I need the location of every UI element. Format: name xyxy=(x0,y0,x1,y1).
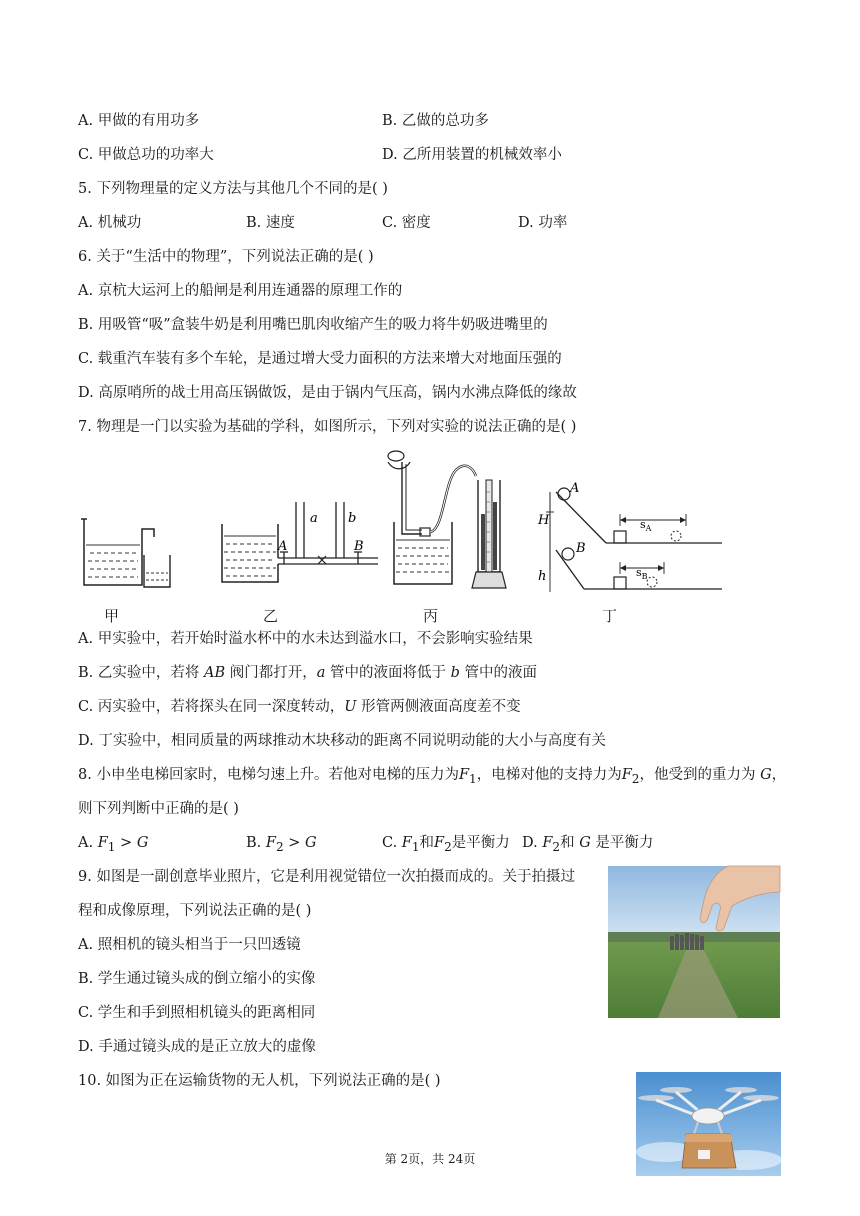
q9-option-a: A. 照相机的镜头相当于一只凹透镜 xyxy=(78,937,301,953)
q7-option-d: D. 丁实验中，相同质量的两球推动木块移动的距离不同说明动能的大小与高度有关 xyxy=(78,733,606,749)
distance-label-sb: $s_B$ xyxy=(636,566,648,581)
height-label-h-small: h xyxy=(538,569,547,584)
q7-option-c: C. 丙实验中，若将探头在同一深度转动，U 形管两侧液面高度差不变 xyxy=(78,699,521,715)
tube-label-b: b xyxy=(348,511,357,526)
q9-option-c: C. 学生和手到照相机镜头的距离相同 xyxy=(78,1005,316,1021)
q7-option-a: A. 甲实验中，若开始时溢水杯中的水未达到溢水口，不会影响实验结果 xyxy=(78,631,533,647)
figure-label-ding: 丁 xyxy=(602,607,618,625)
valve-label-a: A xyxy=(278,539,288,554)
q9-stem-line2: 程和成像原理，下列说法正确的是( ) xyxy=(78,903,312,919)
q4-option-a: A. 甲做的有用功多 xyxy=(78,113,200,129)
q8-option-d: D. $F_2$和 G 是平衡力 xyxy=(522,835,654,854)
graduation-photo-image xyxy=(608,866,780,1018)
q5-stem: 5. 下列物理量的定义方法与其他几个不同的是( ) xyxy=(78,181,388,197)
distance-label-sa: $s_A$ xyxy=(640,518,652,533)
figure-label-bing: 丙 xyxy=(423,607,439,625)
q8-option-a: A. $F_1 > G$ xyxy=(78,835,149,854)
page-footer: 第 2页，共 24页 xyxy=(384,1152,476,1166)
q8-stem-line1: 8. 小申坐电梯回家时，电梯匀速上升。若他对电梯的压力为$F_1$，电梯对他的支持力为$F_2$，他受到的重力为 G， xyxy=(78,767,787,786)
q9-stem-line1: 9. 如图是一副创意毕业照片，它是利用视觉错位一次拍摄而成的。关于拍摄过 xyxy=(78,869,575,885)
figure-label-jia: 甲 xyxy=(104,607,120,625)
q6-stem: 6. 关于“生活中的物理”，下列说法正确的是( ) xyxy=(78,249,374,265)
q5-option-c: C. 密度 xyxy=(382,215,431,231)
q4-option-d: D. 乙所用装置的机械效率小 xyxy=(382,147,562,163)
q9-option-b: B. 学生通过镜头成的倒立缩小的实像 xyxy=(78,971,316,987)
q9-option-d: D. 手通过镜头成的是正立放大的虚像 xyxy=(78,1039,316,1055)
figure-yi-connected-vessels xyxy=(218,500,383,590)
q7-stem: 7. 物理是一门以实验为基础的学科，如图所示，下列对实验的说法正确的是( ) xyxy=(78,419,577,435)
figure-bing-pressure-gauge xyxy=(384,442,519,594)
figure-jia-overflow-cup xyxy=(78,515,178,590)
q10-stem: 10. 如图为正在运输货物的无人机，下列说法正确的是( ) xyxy=(78,1073,441,1089)
q6-option-a: A. 京杭大运河上的船闸是利用连通器的原理工作的 xyxy=(78,283,403,299)
q6-option-c: C. 载重汽车装有多个车轮，是通过增大受力面积的方法来增大对地面压强的 xyxy=(78,351,562,367)
q5-option-a: A. 机械功 xyxy=(78,215,142,231)
q4-option-b: B. 乙做的总功多 xyxy=(382,113,489,129)
q6-option-b: B. 用吸管“吸”盒装牛奶是利用嘴巴肌肉收缩产生的吸力将牛奶吸进嘴里的 xyxy=(78,317,548,333)
q5-option-b: B. 速度 xyxy=(246,215,295,231)
q5-option-d: D. 功率 xyxy=(518,215,568,231)
ball-label-a: A xyxy=(570,481,580,496)
q8-stem-line2: 则下列判断中正确的是( ) xyxy=(78,801,239,817)
q6-option-d: D. 高原哨所的战士用高压锅做饭，是由于锅内气压高，锅内水沸点降低的缘故 xyxy=(78,385,577,401)
height-label-h-big: H xyxy=(538,513,550,528)
figure-label-yi: 乙 xyxy=(263,607,279,625)
q8-option-c: C. $F_1$和$F_2$是平衡力 xyxy=(382,835,510,854)
q4-option-c: C. 甲做总功的功率大 xyxy=(78,147,214,163)
figure-ding-ramp-experiment xyxy=(536,476,726,596)
ball-label-b: B xyxy=(576,541,586,556)
q8-option-b: B. $F_2 > G$ xyxy=(246,835,317,854)
valve-label-b: B xyxy=(354,539,364,554)
tube-label-a: a xyxy=(310,511,318,526)
q7-option-b: B. 乙实验中，若将 AB 阀门都打开，a 管中的液面将低于 b 管中的液面 xyxy=(78,665,538,681)
